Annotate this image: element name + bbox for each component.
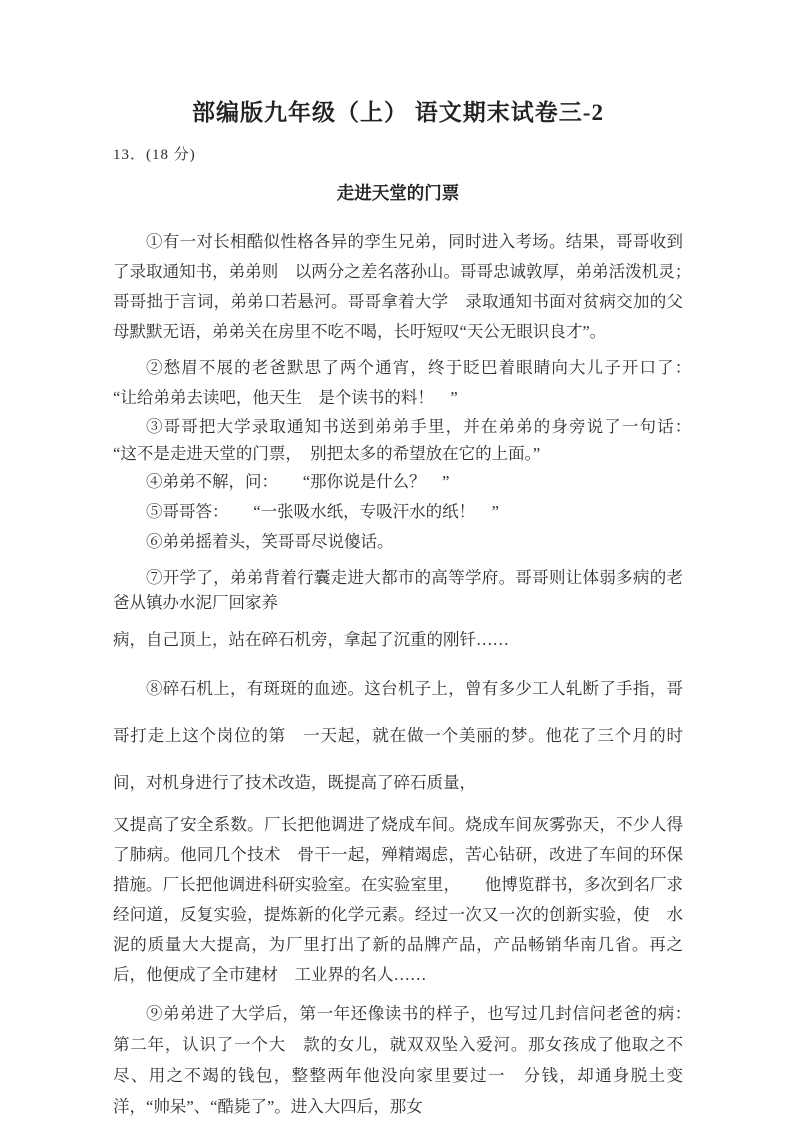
paragraph-7-part-2: 病，自己顶上，站在碎石机旁，拿起了沉重的刚钎……: [113, 630, 509, 649]
paragraph-4: ④弟弟不解，问： “那你说是什么？ ”: [146, 472, 450, 491]
paragraph-5: ⑤哥哥答： “一张吸水纸，专吸汗水的纸！ ”: [146, 502, 499, 521]
paragraph-8-part-1: ⑧碎石机上，有斑斑的血迹。这台机子上，曾有多少工人轧断了手指，哥哥打走上这个岗位的第 一天起，就在做一个美丽的梦。他花了三个月的时间，对机身进行了技术改造，既提高了碎石质量，: [113, 679, 683, 792]
paragraph-2: ②愁眉不展的老爸默思了两个通宵，终于眨巴着眼睛向大儿子开口了： “让给弟弟去读吧，他天生 是个读书的料！ ”: [113, 358, 716, 407]
paragraph-8-part-2: 又提高了安全系数。厂长把他调进了烧成车间。烧成车间灰雾弥天，不少人得了肺病。他同几个技术 骨干一起，殚精竭虑，苦心钻研，改进了车间的环保措施。厂长把他调进科研实验室。在实验室里， 他博览群书，多次到名厂求经问道，反复实验，提炼新的化学元素。经过一次又一次的创新实验，使 水泥的质量大大提高，为厂里打出了新的品牌产品，产品畅销华南几省。再之后，他便成了全市建材 工业界的名人……: [113, 815, 683, 984]
paragraph-7-part-1: ⑦开学了，弟弟背着行囊走进大都市的高等学府。哥哥则让体弱多病的老爸从镇办水泥厂回家养: [113, 568, 683, 612]
paragraph-1: ①有一对长相酷似性格各异的孪生兄弟，同时进入考场。结果，哥哥收到了录取通知书，弟弟则 以两分之差名落孙山。哥哥忠诚敦厚，弟弟活泼机灵； 哥哥拙于言词，弟弟口若悬河。哥哥拿着大学 录取通知书面对贫病交加的父母默默无语，弟弟关在房里不吃不喝，长吁短叹“天公无眼识良才”。: [113, 232, 716, 341]
paragraph-3: ③哥哥把大学录取通知书送到弟弟手里，并在弟弟的身旁说了一句话： “这不是走进天堂的门票， 别把太多的希望放在它的上面。”: [113, 417, 716, 463]
question-number: 13．(18 分): [113, 147, 196, 163]
article-title: 走进天堂的门票: [336, 183, 460, 203]
paragraph-9: ⑨弟弟进了大学后，第一年还像读书的样子，也写过几封信问老爸的病： 第二年，认识了一个大 款的女儿，就双双坠入爱河。那女孩成了他取之不尽、用之不竭的钱包，整整两年他没向家里要过一 分钱，却通身脱土变洋，“帅呆”、“酷毙了”。进入大四后，那女: [113, 1004, 716, 1116]
document-title: 部编版九年级（上） 语文期末试卷三-2: [192, 100, 604, 125]
paragraph-6: ⑥弟弟摇着头，笑哥哥尽说傻话。: [146, 532, 394, 551]
